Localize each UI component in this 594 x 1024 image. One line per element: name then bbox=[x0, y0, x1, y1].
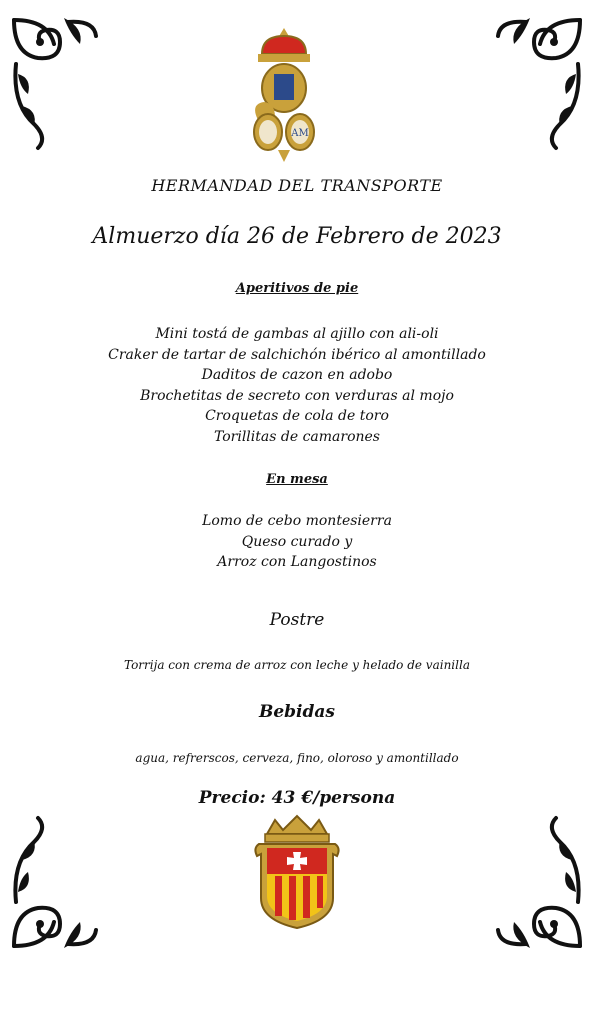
list-item: Torillitas de camarones bbox=[213, 428, 380, 445]
list-item: Queso curado y bbox=[241, 533, 353, 550]
svg-text:AM: AM bbox=[291, 128, 309, 139]
brotherhood-insignia-icon bbox=[244, 24, 324, 166]
list-item: Daditos de cazon en adobo bbox=[201, 367, 393, 383]
event-date-heading: Almuerzo día 26 de Febrero de 2023 bbox=[92, 224, 502, 249]
list-item: Lomo de cebo montesierra bbox=[202, 513, 392, 529]
mesa-list bbox=[0, 511, 594, 573]
corner-ornament-bottom-left-icon bbox=[8, 812, 100, 952]
list-item: Croquetas de cola de toro bbox=[205, 408, 389, 424]
price-label: Precio: 43 €/persona bbox=[198, 788, 396, 808]
section-heading-postre: Postre bbox=[269, 610, 325, 630]
corner-ornament-top-left-icon bbox=[8, 14, 100, 154]
postre-description: Torrija con crema de arroz con leche y helado de vainilla bbox=[124, 658, 470, 672]
section-heading-bebidas: Bebidas bbox=[258, 702, 335, 722]
coat-of-arms-icon bbox=[249, 814, 345, 932]
section-heading-mesa: En mesa bbox=[266, 472, 328, 487]
aperitivos-list bbox=[0, 324, 594, 447]
page-title: HERMANDAD DEL TRANSPORTE bbox=[151, 176, 443, 195]
list-item: Arroz con Langostinos bbox=[217, 554, 377, 570]
corner-ornament-top-right-icon bbox=[494, 14, 586, 154]
list-item: Brochetitas de secreto con verduras al mojo bbox=[140, 387, 454, 404]
bebidas-description: agua, refrerscos, cerveza, fino, oloroso y amontillado bbox=[135, 751, 459, 765]
list-item: Craker de tartar de salchichón ibérico al amontillado bbox=[108, 346, 486, 363]
list-item: Mini tostá de gambas al ajillo con ali-oli bbox=[155, 326, 439, 342]
corner-ornament-bottom-right-icon bbox=[494, 812, 586, 952]
section-heading-aperitivos: Aperitivos de pie bbox=[235, 281, 359, 296]
